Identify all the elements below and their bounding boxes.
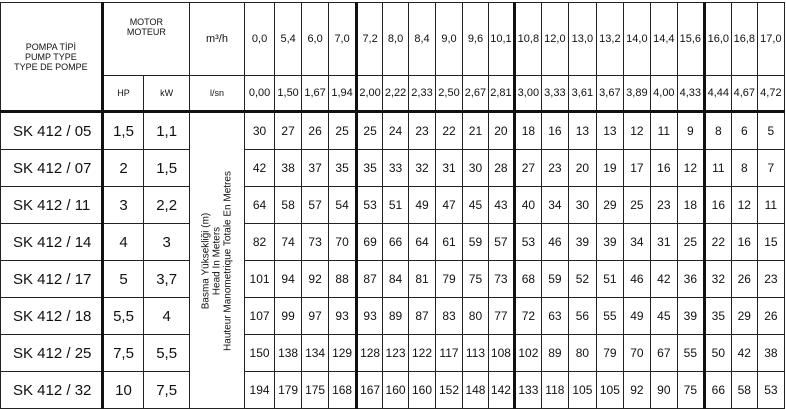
head-value-cell: 74: [275, 224, 302, 261]
head-value-cell: 194: [245, 372, 275, 409]
flow-m3h-cell: 14,0: [623, 3, 650, 76]
flow-lsn-cell: 2,33: [409, 76, 436, 112]
head-value-cell: 113: [462, 335, 488, 372]
head-value-cell: 31: [650, 224, 677, 261]
flow-lsn-cell: 4,67: [731, 76, 757, 112]
flow-lsn-cell: 4,33: [677, 76, 704, 112]
hp-value: 4: [102, 224, 144, 261]
head-value-cell: 75: [462, 261, 488, 298]
head-value-cell: 29: [731, 298, 757, 335]
head-value-cell: 26: [757, 298, 784, 335]
head-value-cell: 73: [302, 224, 329, 261]
head-label-line: Head In Meters: [211, 226, 223, 295]
flow-m3h-cell: 15,6: [677, 3, 704, 76]
head-value-cell: 45: [462, 187, 488, 224]
head-value-cell: 92: [302, 261, 329, 298]
head-value-cell: 102: [514, 335, 541, 372]
head-value-cell: 23: [541, 150, 568, 187]
head-value-cell: 16: [731, 224, 757, 261]
head-value-cell: 150: [245, 335, 275, 372]
table-row: [1, 150, 785, 187]
head-value-cell: 20: [568, 150, 596, 187]
hp-value: 3: [102, 187, 144, 224]
head-value-cell: 70: [623, 335, 650, 372]
flow-lsn-cell: 2,50: [436, 76, 463, 112]
head-value-cell: 33: [383, 150, 409, 187]
hp-value: 5,5: [102, 298, 144, 335]
hp-value: 2: [102, 150, 144, 187]
head-value-cell: 9: [677, 112, 704, 150]
table-body: [1, 112, 785, 409]
table-row: [1, 187, 785, 224]
head-value-cell: 26: [731, 261, 757, 298]
flow-lsn-cell: 3,00: [514, 76, 541, 112]
head-value-cell: 18: [677, 187, 704, 224]
head-value-cell: 32: [704, 261, 731, 298]
head-value-cell: 87: [409, 298, 436, 335]
head-value-cell: 83: [436, 298, 463, 335]
head-value-cell: 32: [409, 150, 436, 187]
head-value-cell: 35: [329, 150, 357, 187]
head-value-cell: 57: [302, 187, 329, 224]
head-value-cell: 53: [757, 372, 784, 409]
head-label-line: Basma Yüksekliği (m): [200, 212, 212, 309]
head-value-cell: 123: [383, 335, 409, 372]
head-value-cell: 38: [275, 150, 302, 187]
pump-model: SK 412 / 18: [1, 298, 103, 335]
head-value-cell: 66: [383, 224, 409, 261]
hp-value: 5: [102, 261, 144, 298]
head-value-cell: 134: [302, 335, 329, 372]
head-value-cell: 179: [275, 372, 302, 409]
table-row: [1, 335, 785, 372]
head-value-cell: 46: [541, 224, 568, 261]
head-value-cell: 11: [650, 112, 677, 150]
pump-model: SK 412 / 11: [1, 187, 103, 224]
head-value-cell: 64: [409, 224, 436, 261]
head-value-cell: 168: [329, 372, 357, 409]
head-value-cell: 31: [436, 150, 463, 187]
header-row-flow-lsn: [1, 76, 785, 112]
head-value-cell: 105: [596, 372, 623, 409]
flow-m3h-cell: 0,0: [245, 3, 275, 76]
head-value-cell: 43: [488, 187, 514, 224]
head-value-cell: 11: [757, 187, 784, 224]
head-value-cell: 59: [541, 261, 568, 298]
kw-value: 1,5: [144, 150, 190, 187]
head-value-cell: 30: [568, 187, 596, 224]
head-value-cell: 26: [302, 112, 329, 150]
flow-lsn-cell: 4,72: [757, 76, 784, 112]
head-value-cell: 80: [462, 298, 488, 335]
head-value-cell: 34: [623, 224, 650, 261]
head-value-cell: 25: [623, 187, 650, 224]
hp-value: 10: [102, 372, 144, 409]
head-value-cell: 25: [329, 112, 357, 150]
flow-unit-m3h: m³/h: [189, 3, 244, 76]
flow-lsn-cell: 4,44: [704, 76, 731, 112]
head-value-cell: 16: [704, 187, 731, 224]
head-value-cell: 67: [650, 335, 677, 372]
head-value-cell: 55: [677, 335, 704, 372]
head-value-cell: 175: [302, 372, 329, 409]
motor-label-tr: MOTOR: [129, 17, 164, 27]
head-value-cell: 47: [436, 187, 463, 224]
head-value-cell: 8: [704, 112, 731, 150]
head-value-cell: 53: [514, 224, 541, 261]
flow-m3h-cell: 8,0: [383, 3, 409, 76]
head-value-cell: 92: [623, 372, 650, 409]
head-value-cell: 79: [436, 261, 463, 298]
head-value-cell: 58: [731, 372, 757, 409]
head-value-cell: 82: [245, 224, 275, 261]
kw-value: 4: [144, 298, 190, 335]
head-value-cell: 101: [245, 261, 275, 298]
head-value-cell: 51: [383, 187, 409, 224]
head-value-cell: 56: [568, 298, 596, 335]
flow-m3h-cell: 10,1: [488, 3, 514, 76]
head-value-cell: 12: [731, 187, 757, 224]
head-value-cell: 73: [488, 261, 514, 298]
flow-m3h-cell: 13,2: [596, 3, 623, 76]
head-value-cell: 42: [245, 150, 275, 187]
kw-value: 2,2: [144, 187, 190, 224]
head-value-cell: 63: [541, 298, 568, 335]
kw-value: 1,1: [144, 112, 190, 150]
head-value-cell: 54: [329, 187, 357, 224]
flow-unit-lsn: l/sn: [189, 76, 244, 112]
head-value-cell: 38: [757, 335, 784, 372]
head-value-cell: 49: [409, 187, 436, 224]
head-value-cell: 129: [329, 335, 357, 372]
head-value-cell: 27: [514, 150, 541, 187]
head-value-cell: 72: [514, 298, 541, 335]
head-value-cell: 53: [357, 187, 383, 224]
head-value-cell: 23: [757, 261, 784, 298]
head-value-cell: 12: [677, 150, 704, 187]
hp-header: HP: [102, 76, 144, 112]
head-value-cell: 25: [677, 224, 704, 261]
flow-m3h-cell: 12,0: [541, 3, 568, 76]
head-value-cell: 7: [757, 150, 784, 187]
head-value-cell: 35: [357, 150, 383, 187]
head-value-cell: 128: [357, 335, 383, 372]
head-value-cell: 30: [245, 112, 275, 150]
motor-header: [102, 3, 189, 76]
pump-model: SK 412 / 17: [1, 261, 103, 298]
kw-value: 3: [144, 224, 190, 261]
head-value-cell: 93: [329, 298, 357, 335]
pump-type-label-tr: POMPA TİPİ: [25, 41, 76, 52]
head-value-cell: 34: [541, 187, 568, 224]
table-row: [1, 372, 785, 409]
flow-lsn-cell: 4,00: [650, 76, 677, 112]
flow-m3h-cell: 16,0: [704, 3, 731, 76]
flow-lsn-cell: 3,61: [568, 76, 596, 112]
head-value-cell: 25: [357, 112, 383, 150]
head-value-cell: 58: [275, 187, 302, 224]
pump-model: SK 412 / 14: [1, 224, 103, 261]
head-value-cell: 30: [462, 150, 488, 187]
head-value-cell: 27: [275, 112, 302, 150]
flow-m3h-cell: 10,8: [514, 3, 541, 76]
pump-model: SK 412 / 32: [1, 372, 103, 409]
head-value-cell: 79: [596, 335, 623, 372]
flow-lsn-cell: 1,67: [302, 76, 329, 112]
flow-m3h-cell: 9,6: [462, 3, 488, 76]
head-value-cell: 64: [245, 187, 275, 224]
head-value-cell: 46: [623, 261, 650, 298]
head-value-cell: 97: [302, 298, 329, 335]
head-value-cell: 21: [462, 112, 488, 150]
head-value-cell: 17: [623, 150, 650, 187]
motor-label-fr: MOTEUR: [126, 27, 166, 37]
kw-value: 7,5: [144, 372, 190, 409]
pump-type-label-en: PUMP TYPE: [25, 51, 77, 62]
flow-m3h-cell: 7,2: [357, 3, 383, 76]
head-value-cell: 88: [329, 261, 357, 298]
table-row: [1, 112, 785, 150]
head-value-cell: 148: [462, 372, 488, 409]
head-value-cell: 118: [541, 372, 568, 409]
head-value-cell: 35: [704, 298, 731, 335]
head-value-cell: 87: [357, 261, 383, 298]
flow-m3h-cell: 6,0: [302, 3, 329, 76]
pump-type-header: [1, 3, 103, 112]
flow-m3h-cell: 17,0: [757, 3, 784, 76]
kw-header: kW: [144, 76, 190, 112]
flow-lsn-cell: 2,81: [488, 76, 514, 112]
head-value-cell: 108: [488, 335, 514, 372]
head-value-cell: 23: [409, 112, 436, 150]
head-value-cell: 50: [704, 335, 731, 372]
head-value-cell: 15: [757, 224, 784, 261]
head-value-cell: 94: [275, 261, 302, 298]
head-value-cell: 5: [757, 112, 784, 150]
head-value-cell: 20: [488, 112, 514, 150]
pump-model: SK 412 / 05: [1, 112, 103, 150]
head-value-cell: 80: [568, 335, 596, 372]
head-label-line: Hauteur Manometrique Totale En Metres: [222, 170, 234, 351]
header-row-flow-m3h: [1, 3, 785, 76]
head-value-cell: 84: [383, 261, 409, 298]
head-value-cell: 68: [514, 261, 541, 298]
flow-lsn-cell: 1,50: [275, 76, 302, 112]
table-row: [1, 261, 785, 298]
head-value-cell: 70: [329, 224, 357, 261]
head-value-cell: 122: [409, 335, 436, 372]
head-value-cell: 12: [623, 112, 650, 150]
pump-performance-table: [0, 2, 785, 409]
head-axis-label: [189, 112, 244, 409]
pump-type-label-fr: TYPE DE POMPE: [14, 61, 88, 72]
head-value-cell: 49: [623, 298, 650, 335]
head-value-cell: 52: [568, 261, 596, 298]
table-row: [1, 224, 785, 261]
head-value-cell: 22: [436, 112, 463, 150]
head-value-cell: 75: [677, 372, 704, 409]
flow-m3h-cell: 8,4: [409, 3, 436, 76]
head-value-cell: 152: [436, 372, 463, 409]
head-value-cell: 133: [514, 372, 541, 409]
head-value-cell: 13: [596, 112, 623, 150]
head-value-cell: 8: [731, 150, 757, 187]
head-value-cell: 167: [357, 372, 383, 409]
head-value-cell: 45: [650, 298, 677, 335]
flow-m3h-cell: 7,0: [329, 3, 357, 76]
head-value-cell: 29: [596, 187, 623, 224]
table-row: [1, 298, 785, 335]
flow-lsn-cell: 0,00: [245, 76, 275, 112]
flow-lsn-cell: 2,67: [462, 76, 488, 112]
head-value-cell: 81: [409, 261, 436, 298]
head-value-cell: 117: [436, 335, 463, 372]
head-value-cell: 16: [650, 150, 677, 187]
head-value-cell: 57: [488, 224, 514, 261]
head-value-cell: 51: [596, 261, 623, 298]
head-value-cell: 39: [677, 298, 704, 335]
head-value-cell: 142: [488, 372, 514, 409]
head-value-cell: 16: [541, 112, 568, 150]
head-value-cell: 66: [704, 372, 731, 409]
head-value-cell: 89: [541, 335, 568, 372]
head-value-cell: 89: [383, 298, 409, 335]
head-value-cell: 77: [488, 298, 514, 335]
flow-lsn-cell: 3,33: [541, 76, 568, 112]
head-value-cell: 90: [650, 372, 677, 409]
head-value-cell: 61: [436, 224, 463, 261]
head-value-cell: 93: [357, 298, 383, 335]
flow-m3h-cell: 5,4: [275, 3, 302, 76]
head-value-cell: 69: [357, 224, 383, 261]
head-value-cell: 13: [568, 112, 596, 150]
hp-value: 7,5: [102, 335, 144, 372]
head-value-cell: 18: [514, 112, 541, 150]
head-value-cell: 39: [568, 224, 596, 261]
head-value-cell: 99: [275, 298, 302, 335]
head-value-cell: 105: [568, 372, 596, 409]
head-value-cell: 107: [245, 298, 275, 335]
head-value-cell: 42: [731, 335, 757, 372]
flow-m3h-cell: 16,8: [731, 3, 757, 76]
head-value-cell: 19: [596, 150, 623, 187]
head-value-cell: 42: [650, 261, 677, 298]
head-value-cell: 6: [731, 112, 757, 150]
pump-model: SK 412 / 07: [1, 150, 103, 187]
head-value-cell: 40: [514, 187, 541, 224]
flow-lsn-cell: 3,67: [596, 76, 623, 112]
head-value-cell: 23: [650, 187, 677, 224]
head-value-cell: 24: [383, 112, 409, 150]
hp-value: 1,5: [102, 112, 144, 150]
kw-value: 3,7: [144, 261, 190, 298]
head-value-cell: 22: [704, 224, 731, 261]
head-value-cell: 39: [596, 224, 623, 261]
flow-m3h-cell: 9,0: [436, 3, 463, 76]
flow-lsn-cell: 2,00: [357, 76, 383, 112]
head-value-cell: 37: [302, 150, 329, 187]
flow-lsn-cell: 2,22: [383, 76, 409, 112]
head-value-cell: 160: [383, 372, 409, 409]
head-value-cell: 28: [488, 150, 514, 187]
kw-value: 5,5: [144, 335, 190, 372]
head-value-cell: 59: [462, 224, 488, 261]
flow-m3h-cell: 13,0: [568, 3, 596, 76]
flow-lsn-cell: 3,89: [623, 76, 650, 112]
pump-model: SK 412 / 25: [1, 335, 103, 372]
head-value-cell: 36: [677, 261, 704, 298]
flow-m3h-cell: 14,4: [650, 3, 677, 76]
flow-lsn-cell: 1,94: [329, 76, 357, 112]
head-value-cell: 11: [704, 150, 731, 187]
head-value-cell: 138: [275, 335, 302, 372]
head-value-cell: 160: [409, 372, 436, 409]
head-value-cell: 55: [596, 298, 623, 335]
